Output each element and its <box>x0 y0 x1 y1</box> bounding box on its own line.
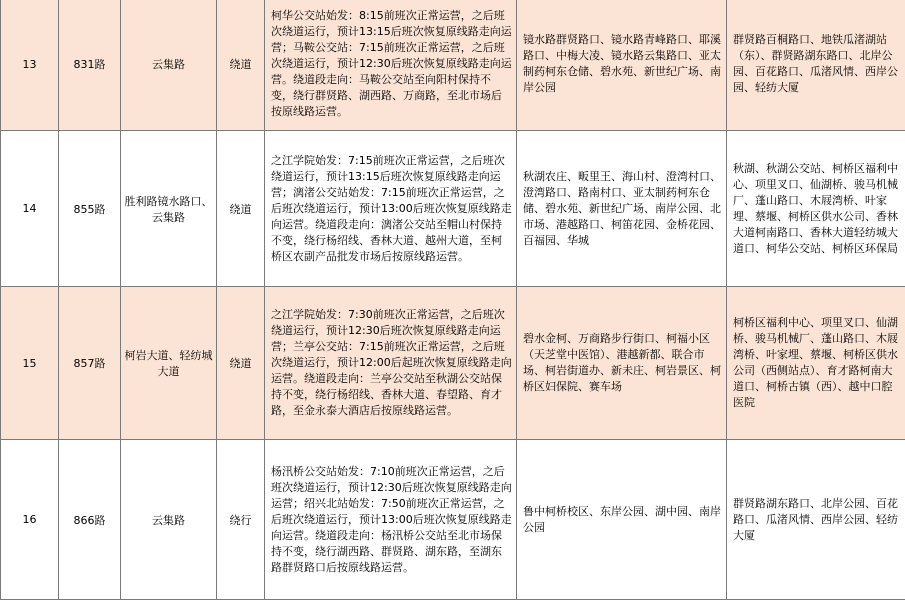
transfer-stops-cell: 柯桥区福利中心、项里叉口、仙湖桥、骏马机械厂、蓬山路口、木屐湾桥、叶家埋、蔡堰、柯桥区供水公司（西侧站点）、育才路柯南大道口、柯桥古镇（西）、越中口腔医院 <box>727 287 905 440</box>
detour-description-cell: 之江学院始发：7:15前班次正常运营，之后班次绕道运行，预计13:15后班次恢复原线路走向运营；漓渚公交站始发：7:15前班次正常运营，之后班次绕道运行，预计13:00后班次恢复原线路走向运营。绕道段走向：漓渚公交站至帽山村保持不变，绕行杨绍线、香林大道、越州大道，至柯桥区农副产品批发市场后按原线路运营。 <box>265 131 517 287</box>
detour-type-cell: 绕道 <box>217 287 265 440</box>
row-number-cell: 16 <box>1 440 59 600</box>
table-row <box>1 287 905 440</box>
affected-stops-cell: 鲁中柯桥校区、东岸公园、湖中园、南岸公园 <box>517 440 727 600</box>
table-row <box>1 440 905 600</box>
detour-description-cell: 杨汛桥公交站始发：7:10前班次正常运营，之后班次绕道运行，预计12:30后班次恢复原线路走向运营；绍兴北站始发：7:50前班次正常运营，之后班次绕道运行，预计13:00后班次恢复原线路走向运营。绕道段走向：杨汛桥公交站至北市场保持不变，绕行湖西路、群贤路、湖东路，至湖东路群贤路口后按原线路运营。 <box>265 440 517 600</box>
detour-description-cell: 柯华公交站始发：8:15前班次正常运营，之后班次绕道运行，预计13:15后班次恢复原线路走向运营；马鞍公交站：7:15前班次正常运营，之后班次绕道运行，预计12:30后班次恢复原线路走向运营。绕道段走向：马鞍公交站至向阳村保持不变，绕行群贤路、湖西路、万商路，至北市场后按原线路运营。 <box>265 0 517 131</box>
road-section-cell: 云集路 <box>121 440 217 600</box>
table-row <box>1 131 905 287</box>
affected-stops-cell: 镜水路群贤路口、镜水路青峰路口、耶溪路口、中梅大凌、镜水路云集路口、亚太制药柯东仓储、碧水苑、新世纪广场、南岸公园 <box>517 0 727 131</box>
detour-description-cell: 之江学院始发：7:30前班次正常运营，之后班次绕道运行，预计12:30后班次恢复原线路走向运营；兰亭公交站：7:15前班次正常运营，之后班次绕道运行，预计12:00后起班次恢复原线路走向运营。绕道段走向：兰亭公交站至秋湖公交站保持不变，绕行杨绍线、香林大道、春望路、育才路，至金永泰大酒店后按原线路运营。 <box>265 287 517 440</box>
road-section-cell: 柯岩大道、轻纺城大道 <box>121 287 217 440</box>
transfer-stops-cell: 群贤路湖东路口、北岸公园、百花路口、瓜渚风情、西岸公园、轻纺大厦 <box>727 440 905 600</box>
road-section-cell: 胜利路镜水路口、云集路 <box>121 131 217 287</box>
detour-type-cell: 绕道 <box>217 131 265 287</box>
road-section-cell: 云集路 <box>121 0 217 131</box>
affected-stops-cell: 碧水金柯、万商路步行街口、柯福小区（天芝堂中医馆）、港越新都、联合市场、柯岩街道办、新未庄、柯岩景区、柯桥区妇保院、赛车场 <box>517 287 727 440</box>
detour-type-cell: 绕道 <box>217 0 265 131</box>
row-number-cell: 15 <box>1 287 59 440</box>
route-number-cell: 855路 <box>59 131 121 287</box>
transfer-stops-cell: 秋湖、秋湖公交站、柯桥区福利中心、项里叉口、仙湖桥、骏马机械厂、蓬山路口、木屐湾桥、叶家埋、蔡堰、柯桥区供水公司、香林大道柯南路口、香林大道轻纺城大道口、柯华公交站、柯桥区环保局 <box>727 131 905 287</box>
route-number-cell: 866路 <box>59 440 121 600</box>
affected-stops-cell: 秋湖农庄、畈里王、海山村、澄湾村口、澄湾路口、路南村口、亚太制药柯东仓储、碧水苑、新世纪广场、南岸公园、北市场、港越路口、柯笛花园、金桥花园、百福园、华城 <box>517 131 727 287</box>
row-number-cell: 13 <box>1 0 59 131</box>
route-number-cell: 831路 <box>59 0 121 131</box>
route-number-cell: 857路 <box>59 287 121 440</box>
table-row <box>1 0 905 131</box>
detour-type-cell: 绕行 <box>217 440 265 600</box>
transfer-stops-cell: 群贤路百桐路口、地铁瓜渚湖站（东）、群贤路湖东路口、北岸公园、百花路口、瓜渚风情、西岸公园、轻纺大厦 <box>727 0 905 131</box>
row-number-cell: 14 <box>1 131 59 287</box>
